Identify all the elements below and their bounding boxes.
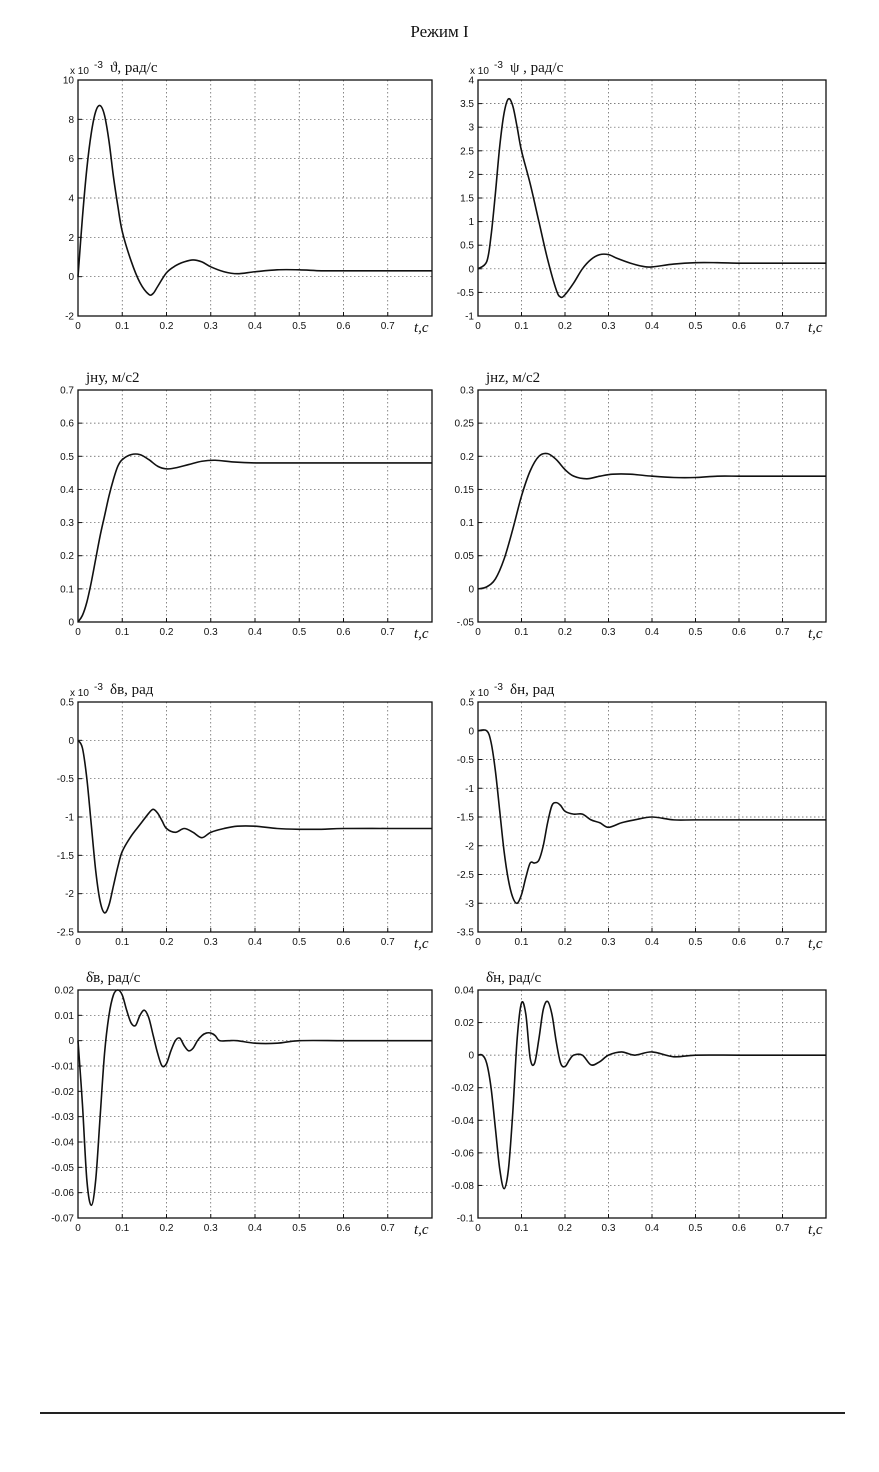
y-tick-label: -0.05 [51,1162,74,1174]
y-tick-label: 0.5 [60,451,74,463]
y-tick-label: -1 [65,812,74,824]
x-axis-label: t,c [414,626,429,642]
x-tick-label: 0.5 [292,1223,307,1234]
y-tick-label: -0.06 [51,1188,74,1200]
x-axis-label: t,c [414,320,429,336]
y-tick-label: -.05 [456,617,474,629]
axis-multiplier-exponent: -3 [494,60,503,71]
x-tick-label: 0 [75,1223,81,1234]
y-tick-label: 3 [468,122,474,134]
x-tick-label: 0.4 [248,1223,262,1234]
x-tick-label: 0.4 [248,937,262,948]
chart-delta_n [457,682,826,952]
x-tick-label: 0.2 [159,937,174,948]
y-tick-label: 0 [68,1036,74,1048]
x-tick-label: 0 [75,937,81,948]
x-tick-label: 0.1 [514,937,529,948]
x-tick-label: 0.4 [248,627,262,638]
y-tick-label: 0.3 [60,518,74,530]
x-tick-label: 0.1 [115,627,130,638]
chart-delta_n_dot [451,970,826,1238]
x-tick-label: 0.1 [514,321,529,332]
x-tick-label: 0.2 [558,1223,572,1234]
y-tick-label: -1 [465,311,474,323]
x-tick-label: 0.2 [558,627,572,638]
y-tick-label: 8 [68,114,74,126]
y-tick-label: -0.01 [51,1061,74,1073]
x-axis-label: t,c [808,1222,823,1238]
y-tick-label: 3.5 [460,99,474,111]
y-tick-label: 1 [468,217,474,229]
y-tick-label: 4 [68,193,74,205]
y-tick-label: 0.01 [54,1010,74,1022]
x-tick-label: 0.3 [203,627,218,638]
y-tick-label: 0.02 [54,985,74,997]
y-tick-label: 2 [468,169,474,181]
x-tick-label: 0 [75,321,81,332]
y-tick-label: 0.1 [60,584,74,596]
x-axis-label: t,c [414,936,429,952]
y-tick-label: 2.5 [460,146,474,158]
chart-title-delta_v: δв, рад [110,682,154,698]
chart-title-delta_n: δн, рад [510,682,555,698]
x-tick-label: 0.7 [775,627,790,638]
x-tick-label: 0.1 [514,627,529,638]
x-tick-label: 0.3 [203,937,218,948]
x-tick-label: 0.6 [732,937,746,948]
axis-multiplier: x 10 [70,688,89,699]
axis-multiplier-exponent: -3 [494,682,503,693]
chart-delta_v [57,682,432,952]
y-tick-label: -1 [465,783,474,795]
y-tick-label: 0.02 [454,1018,474,1030]
x-tick-label: 0.1 [115,937,130,948]
y-tick-label: -0.02 [451,1083,474,1095]
y-tick-label: -2.5 [456,870,474,881]
chart-j_ny [60,370,432,642]
chart-j_nz [455,370,826,642]
y-tick-label: -0.5 [456,287,474,299]
y-tick-label: -0.04 [451,1115,474,1127]
x-tick-label: 0.3 [601,321,616,332]
x-tick-label: 0.2 [558,321,572,332]
x-tick-label: 0.2 [558,937,572,948]
y-tick-label: 4 [468,75,474,87]
y-tick-label: 0.5 [460,240,474,252]
y-tick-label: 0.6 [60,418,74,430]
y-tick-label: -0.04 [51,1137,74,1149]
x-tick-label: 0.3 [601,1223,616,1234]
y-tick-label: 0.3 [460,385,474,397]
y-tick-label: 0.25 [454,418,474,430]
y-tick-label: 0 [68,735,74,747]
x-tick-label: 0.7 [775,937,790,948]
x-tick-label: 0.7 [380,321,395,332]
y-tick-label: 0 [468,726,474,738]
y-tick-label: 0.4 [60,484,74,496]
y-tick-label: -2 [465,841,474,853]
y-tick-label: -2 [65,311,74,323]
y-tick-label: 0.7 [60,385,74,397]
chart-delta_v_dot [51,970,432,1238]
x-tick-label: 0.3 [203,1223,218,1234]
x-tick-label: 0.3 [601,627,616,638]
x-tick-label: 0.4 [645,937,659,948]
x-tick-label: 0 [475,321,481,332]
chart-title-delta_n_dot: δ̇н, рад/с [486,970,542,986]
y-tick-label: 0.05 [454,551,474,563]
x-tick-label: 0.6 [336,627,351,638]
series-line-j_nz [478,453,826,588]
x-tick-label: 0.5 [292,321,307,332]
x-tick-label: 0 [75,627,81,638]
y-tick-label: 1.5 [460,193,474,205]
chart-theta [63,60,432,336]
x-tick-label: 0.4 [248,321,262,332]
x-tick-label: 0.1 [514,1223,529,1234]
y-tick-label: -0.06 [451,1148,474,1160]
chart-title-delta_v_dot: δ̇в, рад/с [86,970,141,986]
y-tick-label: 0 [468,584,474,596]
x-tick-label: 0.6 [732,1223,746,1234]
series-line-delta_n [478,730,826,903]
y-tick-label: -1.5 [456,812,474,824]
y-tick-label: -0.08 [451,1180,474,1192]
x-tick-label: 0 [475,1223,481,1234]
axis-multiplier: x 10 [470,66,489,77]
y-tick-label: -0.1 [456,1213,474,1225]
x-tick-label: 0.2 [159,321,174,332]
x-tick-label: 0.5 [688,937,703,948]
y-tick-label: 0.5 [60,697,74,709]
y-tick-label: 0 [68,617,74,629]
y-tick-label: -0.03 [51,1112,74,1124]
y-tick-label: 10 [62,75,74,87]
y-tick-label: -0.5 [56,774,74,786]
x-tick-label: 0.5 [292,627,307,638]
plot-frame [478,990,826,1218]
x-tick-label: 0.7 [380,627,395,638]
chart-title-j_ny: jну, м/с2 [86,370,140,386]
y-tick-label: 0 [68,272,74,284]
x-tick-label: 0.5 [688,627,703,638]
y-tick-label: -0.5 [456,755,474,766]
y-tick-label: -1.5 [56,850,74,862]
page-title: Режим I [410,22,469,41]
x-tick-label: 0.6 [336,937,351,948]
x-axis-label: t,c [414,1222,429,1238]
y-tick-label: -0.02 [51,1086,74,1098]
y-tick-label: -3 [465,898,474,910]
axis-multiplier-exponent: -3 [94,60,103,71]
chart-title-theta: ϑ, рад/с [110,60,158,76]
chart-psi [457,60,826,336]
y-tick-label: 0.2 [60,551,74,563]
y-tick-label: 0.2 [460,451,474,463]
x-tick-label: 0.1 [115,1223,130,1234]
x-tick-label: 0.5 [688,321,703,332]
x-tick-label: 0.7 [380,937,395,948]
x-tick-label: 0 [475,627,481,638]
x-tick-label: 0.7 [775,1223,790,1234]
axis-multiplier-exponent: -3 [94,682,103,693]
x-tick-label: 0.7 [775,321,790,332]
x-tick-label: 0.5 [688,1223,703,1234]
x-tick-label: 0.6 [732,627,746,638]
x-tick-label: 0.2 [159,1223,174,1234]
y-tick-label: -2.5 [56,927,74,939]
y-tick-label: 0.15 [454,484,474,496]
x-axis-label: t,c [808,320,823,336]
x-tick-label: 0.4 [645,627,659,638]
x-tick-label: 0.4 [645,321,659,332]
chart-title-j_nz: jнz, м/с2 [486,370,541,386]
x-tick-label: 0.6 [336,321,351,332]
x-tick-label: 0.1 [115,321,130,332]
y-tick-label: 0.1 [460,518,474,530]
x-tick-label: 0.6 [732,321,746,332]
y-tick-label: 0.5 [460,697,474,709]
x-tick-label: 0.3 [601,937,616,948]
x-tick-label: 0.7 [380,1223,395,1234]
x-axis-label: t,c [808,936,823,952]
y-tick-label: -2 [65,889,74,901]
y-tick-label: 0 [468,264,474,276]
axis-multiplier: x 10 [70,66,89,77]
x-tick-label: 0.6 [336,1223,351,1234]
axis-multiplier: x 10 [470,688,489,699]
x-tick-label: 0 [475,937,481,948]
x-tick-label: 0.5 [292,937,307,948]
y-tick-label: 2 [68,232,74,244]
y-tick-label: -0.07 [51,1213,74,1225]
y-tick-label: 6 [68,154,74,166]
x-tick-label: 0.4 [645,1223,659,1234]
y-tick-label: 0 [468,1050,474,1062]
y-tick-label: 0.04 [454,985,474,997]
x-tick-label: 0.3 [203,321,218,332]
chart-title-psi: ψ , рад/с [510,60,564,76]
y-tick-label: -3.5 [456,927,474,939]
x-axis-label: t,c [808,626,823,642]
bottom-rule [40,1412,845,1414]
x-tick-label: 0.2 [159,627,174,638]
